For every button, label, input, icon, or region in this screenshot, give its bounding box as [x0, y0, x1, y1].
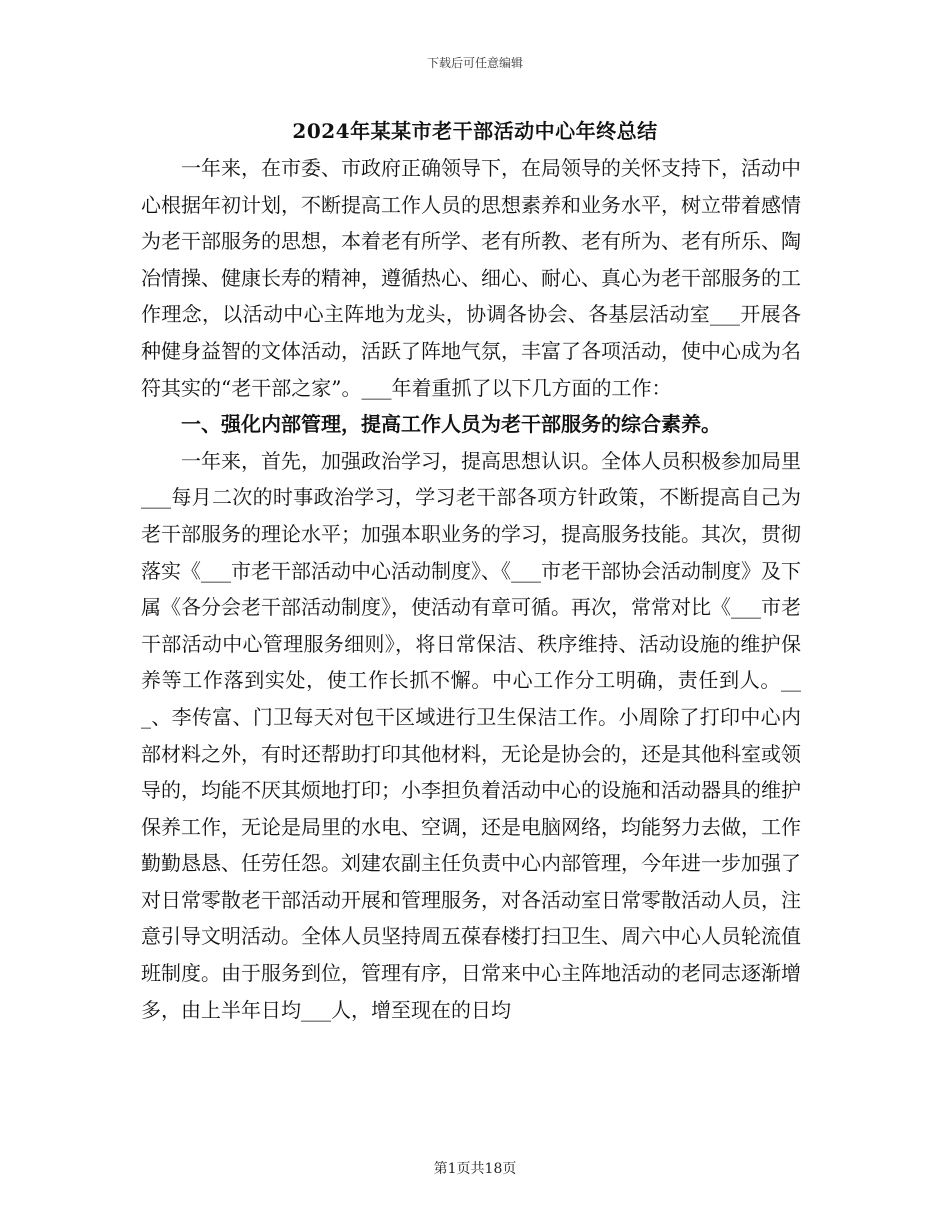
page-number: 第1页共18页	[433, 1161, 517, 1177]
document-title: 2024年某某市老干部活动中心年终总结	[292, 119, 658, 143]
intro-paragraph: 一年来，在市委、市政府正确领导下，在局领导的关怀支持下，活动中心根据年初计划，不断提高工作人员的思想素养和业务水平，树立带着感情为老干部服务的思想，本着老有所学、老有所教、老有所为、老有所乐、陶冶情操、健康长寿的精神，遵循热心、细心、耐心、真心为老干部服务的工作理念，以活动中心主阵地为龙头，协调各协会、各基层活动室___开展各种健身益智的文体活动，活跃了阵地气氛，丰富了各项活动，使中心成为名符其实的“老干部之家”。___年着重抓了以下几方面的工作：	[141, 156, 801, 400]
section-paragraph-1: 一年来，首先，加强政治学习，提高思想认识。全体人员积极参加局里___每月二次的时事政治学习，学习老干部各项方针政策，不断提高自己为老干部服务的理论水平；加强本职业务的学习，提高服务技能。其次，贯彻落实《___市老干部活动中心活动制度》、《___市老干部协会活动制度》及下属《各分会老干部活动制度》，使活动有章可循。再次，常常对比《___市老干部活动中心管理服务细则》，将日常保洁、秩序维持、活动设施的维护保养等工作落到实处，使工作长抓不懈。中心工作分工明确，责任到人。___、李传富、门卫每天对包干区域进行卫生保洁工作。小周除了打印中心内部材料之外，有时还帮助打印其他材料，无论是协会的，还是其他科室或领导的，均能不厌其烦地打印；小李担负着活动中心的设施和活动器具的维护保养工作，无论是局里的水电、空调，还是电脑网络，均能努力去做，工作勤勤恳恳、任劳任怨。刘建农副主任负责中心内部管理，今年进一步加强了对日常零散老干部活动开展和管理服务，对各活动室日常零散活动人员，注意引导文明活动。全体人员坚持周五葆春楼打扫卫生、周六中心人员轮流值班制度。由于服务到位，管理有序，日常来中心主阵地活动的老同志逐渐增多，由上半年日均___人，增至现在的日均	[141, 448, 801, 1022]
section-heading-1: 一、强化内部管理，提高工作人员为老干部服务的综合素养。	[181, 412, 721, 437]
header-note: 下载后可任意编辑	[426, 56, 523, 70]
document-body	[141, 150, 801, 1028]
